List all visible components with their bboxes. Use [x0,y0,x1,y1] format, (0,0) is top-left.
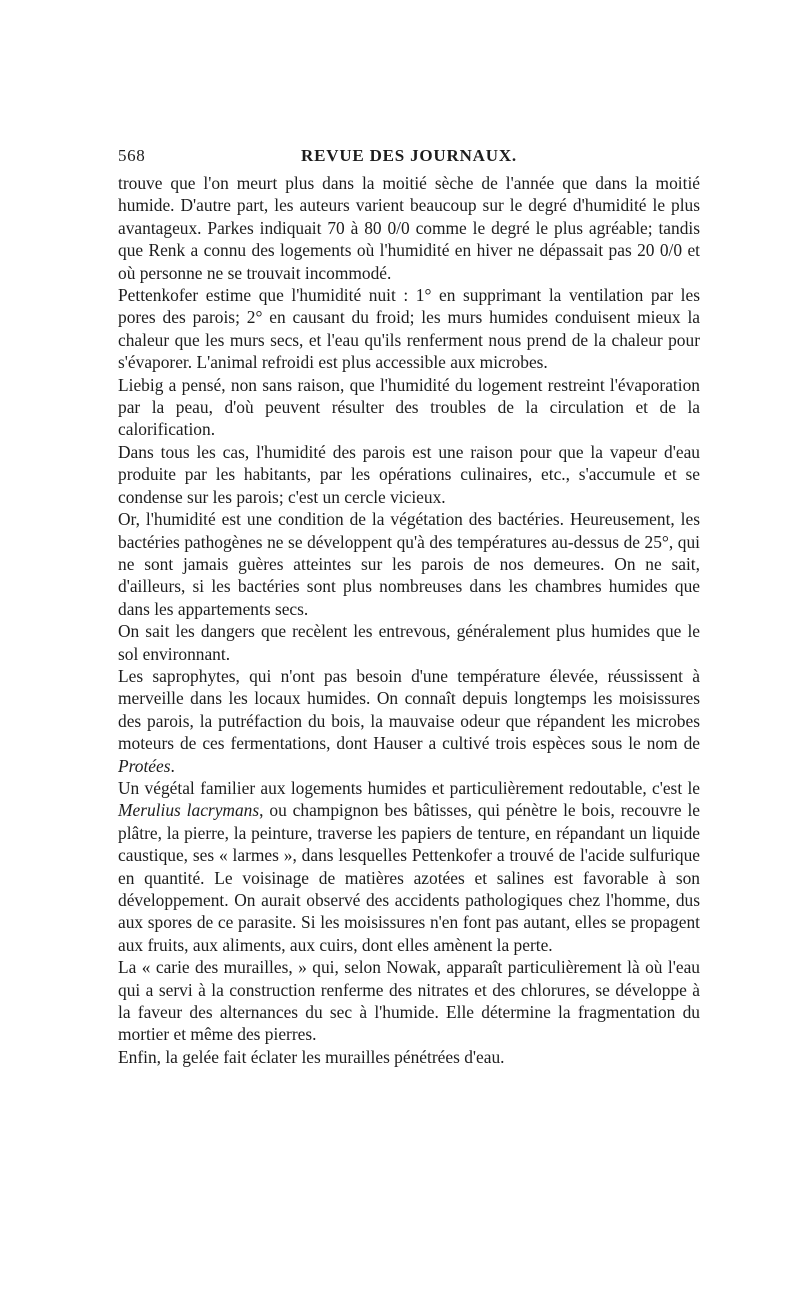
journal-title: REVUE DES JOURNAUX. [301,146,517,165]
paragraph: Liebig a pensé, non sans raison, que l'humidité du logement restreint l'évaporation par la peau, d'où peuvent résulter des troubles de la circulation et de la calorification. [118,374,700,440]
paragraph: trouve que l'on meurt plus dans la moitié sèche de l'année que dans la moitié humide. D'autre part, les auteurs varient beaucoup sur le degré d'humidité le plus avantageux. Parkes indiquait 70 à 80 0/0 comme le degré le plus agréable; tandis que Renk a connu des logements où l'humidité en hiver ne dépassait pas 20 0/0 et où personne ne se trouvait incommodé. [118,173,700,283]
paragraph: Or, l'humidité est une condition de la végétation des bactéries. Heureusement, les bactéries pathogènes ne se développent qu'à des températures au-dessus de 25°, qui ne sont jamais guères atteintes sur les parois de nos demeures. On ne sait, d'ailleurs, si les bactéries sont plus nombreuses dans les chambres humides que dans les appartements secs. [118,509,700,619]
body-text [118,172,700,1068]
page [118,142,700,1068]
paragraph-text: Un végétal familier aux logements humides et particulièrement redoutable, c'est le [118,777,700,798]
paragraph: Dans tous les cas, l'humidité des parois est une raison pour que la vapeur d'eau produite par les habitants, par les opérations culinaires, etc., s'accumule et se condense sur les parois; c'est un cercle vicieux. [118,441,700,507]
paragraph: La « carie des murailles, » qui, selon Nowak, apparaît particulièrement là où l'eau qui a servi à la construction renferme des nitrates et des chlorures, se développe à la faveur des alternances du sec à l'humide. Elle détermine la fragmentation du mortier et même des pierres. [118,957,700,1045]
paragraph: On sait les dangers que recèlent les entrevous, généralement plus humides que le sol environnant. [118,621,700,664]
paragraph-text: , ou champignon bes bâtisses, qui pénètre le bois, recouvre le plâtre, la pierre, la peinture, traverse les papiers de tenture, en répandant un liquide caustique, ses « larmes », dans lesquelles Pettenkofer a trouvé de l'acide sulfurique en quantité. Le voisinage de matières azotées et salines est favorable à son développement. On aurait observé des accidents pathologiques chez l'homme, dus aux spores de ce parasite. Si les moisissures n'en font pas autant, elles se propagent aux fruits, aux aliments, aux cuirs, dont elles amènent la perte. [118,800,701,955]
italic-term: Merulius lacrymans [118,800,260,821]
running-head [118,142,700,172]
italic-term: Protées [118,755,171,776]
paragraph-text: Les saprophytes, qui n'ont pas besoin d'une température élevée, réussissent à merveille dans les locaux humides. On connaît depuis longtemps les moisissures des parois, la putréfaction du bois, la mauvaise odeur que répandent les microbes moteurs de ces fermentations, dont Hauser a cultivé trois espèces sous le nom de [118,665,700,754]
paragraph-text: . [170,755,175,776]
paragraph: Enfin, la gelée fait éclater les murailles pénétrées d'eau. [118,1046,505,1067]
paragraph: Pettenkofer estime que l'humidité nuit : 1° en supprimant la ventilation par les pores des parois; 2° en causant du froid; les murs humides conduisent mieux la chaleur que les murs secs, et l'eau qu'ils renferment nous prend de la chaleur pour s'évaporer. L'animal refroidi est plus accessible aux microbes. [118,285,700,373]
paragraph [118,777,700,956]
page-number: 568 [118,146,146,165]
paragraph [118,665,700,777]
